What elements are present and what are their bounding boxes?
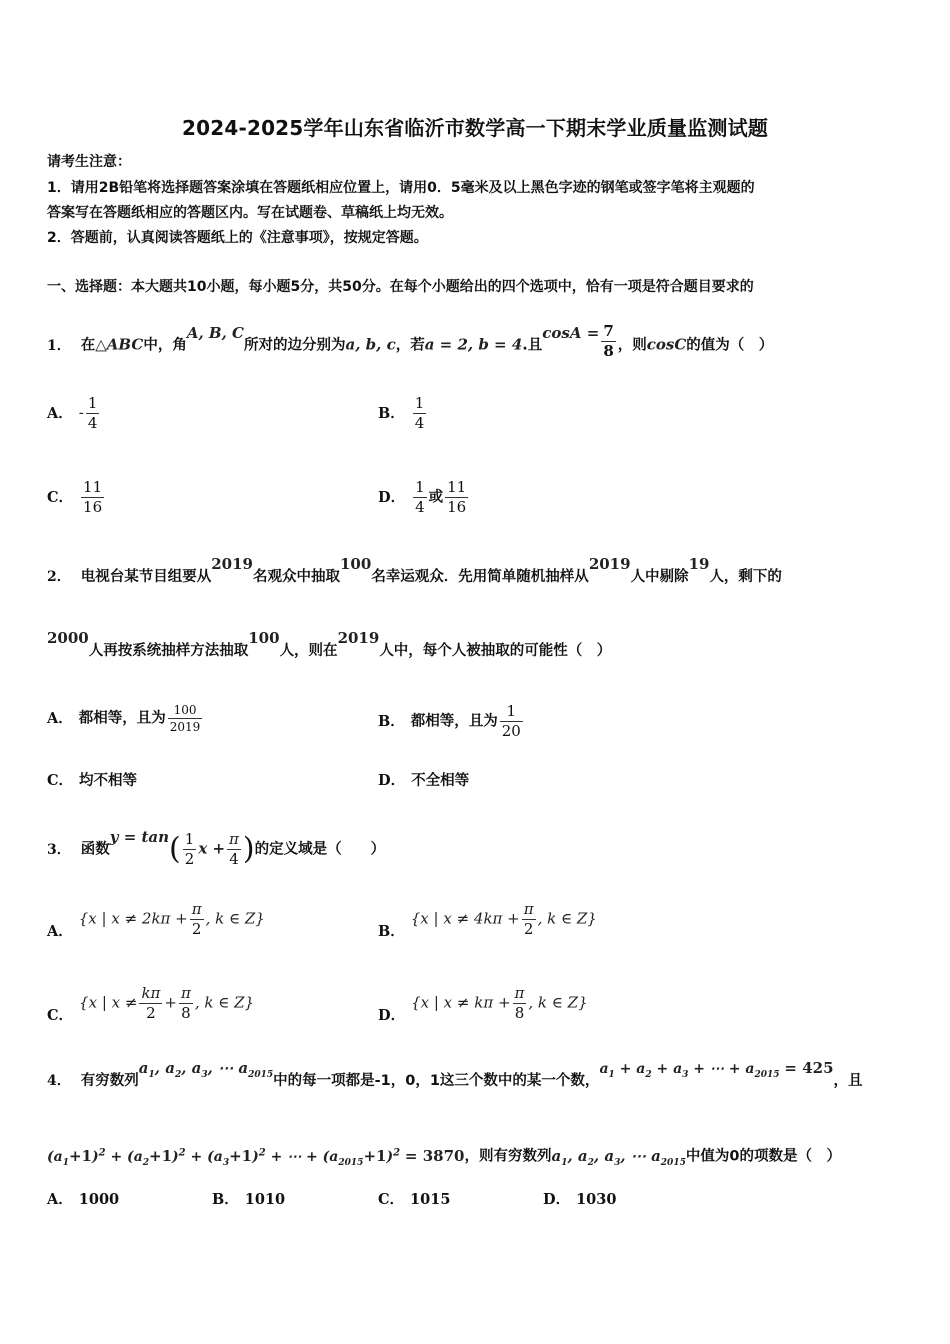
q4-option-b[interactable]: B． 1010 bbox=[212, 1191, 286, 1208]
question-number: 1． bbox=[47, 337, 71, 354]
notice-item-2: 2．答题前，认真阅读答题纸上的《注意事项》，按规定答题。 bbox=[47, 230, 428, 246]
question-4-stem-line1: 4． 有穷数列$a_1$, $a_2$, $a_3$, ⋯ $a_{2015}$中的每一项都是-1，0，1这三个数中的某一个数，$a_1 + a_2 + a_3$ + ⋯ + $a_{2015} = 425$，且 bbox=[47, 1059, 863, 1089]
question-3-stem: 3． 函数y = tan( $\frac{1}{2}$ x + $\frac{\pi}{4}$ )的定义域是（ ） bbox=[47, 827, 386, 868]
question-2-stem-line2: 2000人再按系统抽样方法抽取100人，则在2019人中，每个人被抽取的可能性（ ） bbox=[47, 629, 612, 659]
section-heading: 一、选择题：本大题共10小题，每小题5分，共50分。在每个小题给出的四个选项中，恰有一项是符合题目要求的 bbox=[47, 279, 754, 295]
q3-option-c[interactable]: C．{x | x ≠ $\frac{k\pi}{2}$ + $\frac{\pi}{8}$ , k ∈ Z} bbox=[47, 984, 255, 1024]
q3-option-a[interactable]: A．{x | x ≠ 2kπ + $\frac{\pi}{2}$ , k ∈ Z} bbox=[47, 900, 265, 940]
page-title: 2024-2025学年山东省临沂市数学高一下期末学业质量监测试题 bbox=[181, 116, 769, 140]
q1-option-d[interactable]: D． $\frac{1}{4}$ 或 $\frac{11}{16}$ bbox=[378, 478, 467, 516]
notice-heading: 请考生注意： bbox=[47, 154, 131, 170]
notice-item-1-cont: 答案写在答题纸相应的答题区内。写在试题卷、草稿纸上均无效。 bbox=[47, 205, 453, 221]
q4-option-a[interactable]: A． 1000 bbox=[47, 1191, 120, 1208]
question-1-stem: 1． 在△ABC中，角A, B, C所对的边分别为a, b, c，若a = 2, b = 4.且cosA = $\frac{7}{8}$ ，则cosC的值为（ ） bbox=[47, 322, 774, 360]
q2-option-a[interactable]: A． 都相等，且为 $\frac{100}{2019}$ bbox=[47, 703, 201, 734]
q2-option-d[interactable]: D． 不全相等 bbox=[378, 772, 470, 789]
q4-option-c[interactable]: C． 1015 bbox=[378, 1191, 451, 1208]
question-2-stem-line1: 2． 电视台某节目组要从2019名观众中抽取100名幸运观众．先用简单随机抽样从2019人中剔除19人，剩下的 bbox=[47, 555, 782, 585]
q1-option-c[interactable]: C． $\frac{11}{16}$ bbox=[47, 478, 103, 516]
question-4-stem-line2: $(a_1+1)^2 + (a_2+1)^2 + (a_3+1)^2$ + ⋯ + $(a_{2015}+1)^2 = 3870$，则有穷数列$a_1$, $a_2$, $a_3$, ⋯ $a_{2015}$中值为0的项数是（ ） bbox=[47, 1146, 841, 1168]
q2-option-b[interactable]: B． 都相等，且为 $\frac{1}{20}$ bbox=[378, 702, 521, 740]
q3-option-b[interactable]: B．{x | x ≠ 4kπ + $\frac{\pi}{2}$ , k ∈ Z} bbox=[378, 900, 597, 940]
q1-option-b[interactable]: B． $\frac{1}{4}$ bbox=[378, 394, 425, 432]
q2-option-c[interactable]: C． 均不相等 bbox=[47, 772, 138, 789]
q3-option-d[interactable]: D．{x | x ≠ kπ + $\frac{\pi}{8}$ , k ∈ Z} bbox=[378, 984, 588, 1024]
q4-option-d[interactable]: D． 1030 bbox=[543, 1191, 617, 1208]
notice-item-1: 1．请用2B铅笔将选择题答案涂填在答题纸相应位置上，请用0．5毫米及以上黑色字迹的钢笔或签字笔将主观题的 bbox=[47, 180, 755, 196]
q1-option-a[interactable]: A． - $\frac{1}{4}$ bbox=[47, 394, 98, 432]
